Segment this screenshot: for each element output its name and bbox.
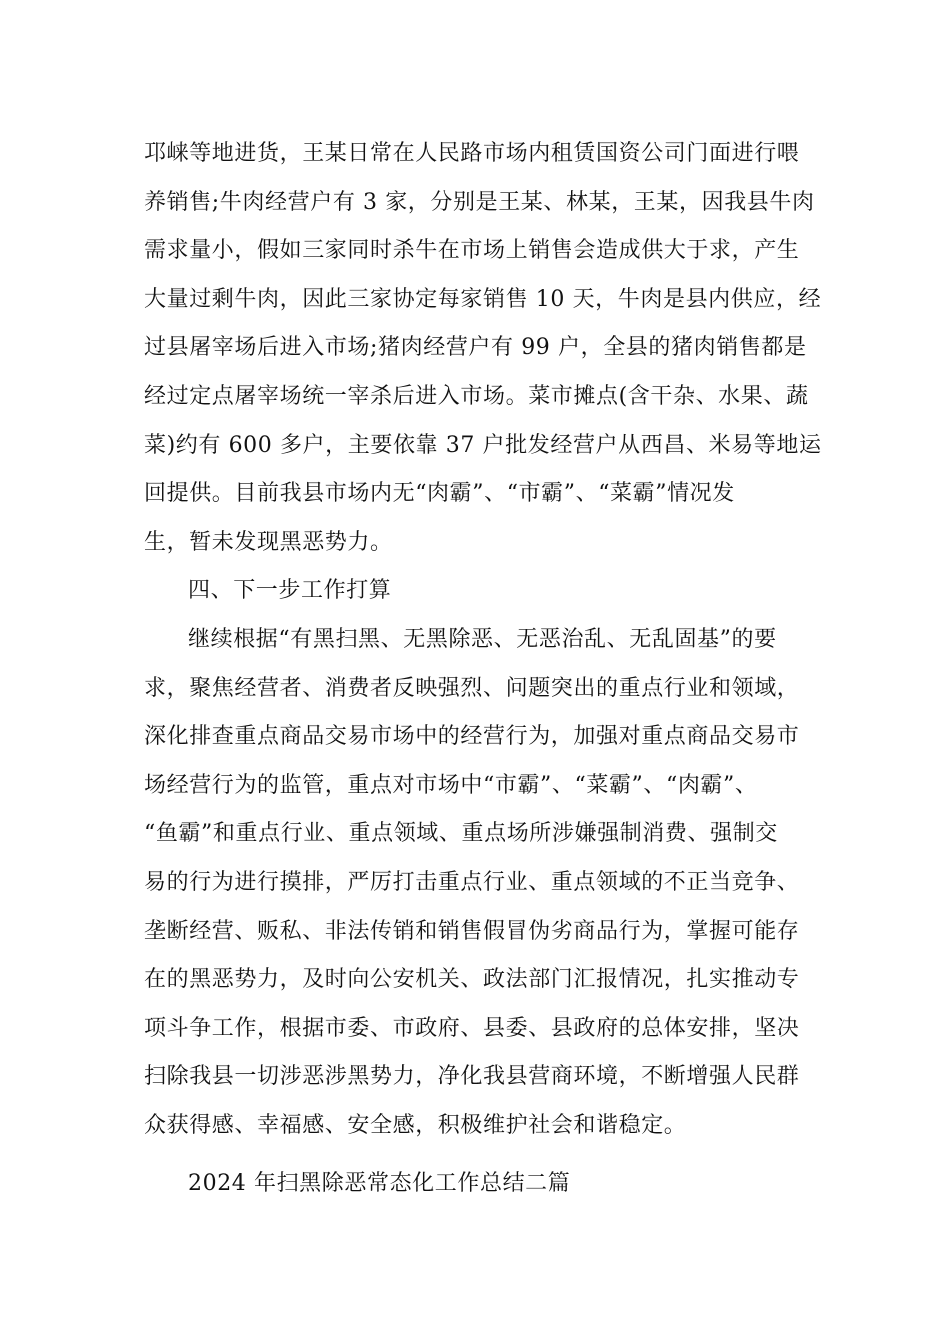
document-body <box>144 130 824 1209</box>
text-line: 养销售;牛肉经营户有 3 家，分别是王某、林某，王某，因我县牛肉 <box>144 189 815 215</box>
section-heading: 四、下一步工作打算 <box>188 578 392 604</box>
text-line: 生，暂未发现黑恶势力。 <box>144 529 393 555</box>
text-line: 经过定点屠宰场统一宰杀后进入市场。菜市摊点(含干杂、水果、蔬 <box>144 383 809 409</box>
text-line: 继续根据“有黑扫黑、无黑除恶、无恶治乱、无乱固基”的要 <box>188 626 777 652</box>
text-line: 邛崃等地进货，王某日常在人民路市场内租赁国资公司门面进行喂 <box>144 141 800 166</box>
text-line: 项斗争工作，根据市委、市政府、县委、县政府的总体安排，坚决 <box>144 1015 800 1041</box>
text-line: 垄断经营、贩私、非法传销和销售假冒伪劣商品行为，掌握可能存 <box>144 918 800 944</box>
paragraph-next-steps <box>144 616 824 1151</box>
text-line: 过县屠宰场后进入市场;猪肉经营户有 99 户，全县的猪肉销售都是 <box>144 335 807 361</box>
text-line: 大量过剩牛肉，因此三家协定每家销售 10 天，牛肉是县内供应，经 <box>144 286 822 312</box>
text-line: 深化排查重点商品交易市场中的经营行为，加强对重点商品交易市 <box>144 724 800 750</box>
text-line: 场经营行为的监管，重点对市场中“市霸”、“菜霸”、“肉霸”、 <box>144 772 758 798</box>
text-line: 易的行为进行摸排，严厉打击重点行业、重点领域的不正当竞争、 <box>144 869 800 895</box>
text-line: 众获得感、幸福感、安全感，积极维护社会和谐稳定。 <box>144 1112 687 1138</box>
text-line: 求，聚焦经营者、消费者反映强烈、问题突出的重点行业和领域， <box>144 675 800 701</box>
text-line: 扫除我县一切涉恶涉黑势力，净化我县营商环境，不断增强人民群 <box>144 1064 800 1090</box>
text-line: 菜)约有 600 多户，主要依靠 37 户批发经营户从西昌、米易等地运 <box>144 432 822 458</box>
next-document-title: 2024 年扫黑除恶常态化工作总结二篇 <box>188 1171 571 1197</box>
text-line: 需求量小，假如三家同时杀牛在市场上销售会造成供大于求，产生 <box>144 238 800 264</box>
text-line: 在的黑恶势力，及时向公安机关、政法部门汇报情况，扎实推动专 <box>144 967 800 993</box>
text-line: 回提供。目前我县市场内无“肉霸”、“市霸”、“菜霸”情况发 <box>144 481 735 507</box>
paragraph-market-situation <box>144 130 824 567</box>
spacer <box>144 1150 824 1160</box>
text-line: “鱼霸”和重点行业、重点领域、重点场所涉嫌强制消费、强制交 <box>144 821 778 847</box>
